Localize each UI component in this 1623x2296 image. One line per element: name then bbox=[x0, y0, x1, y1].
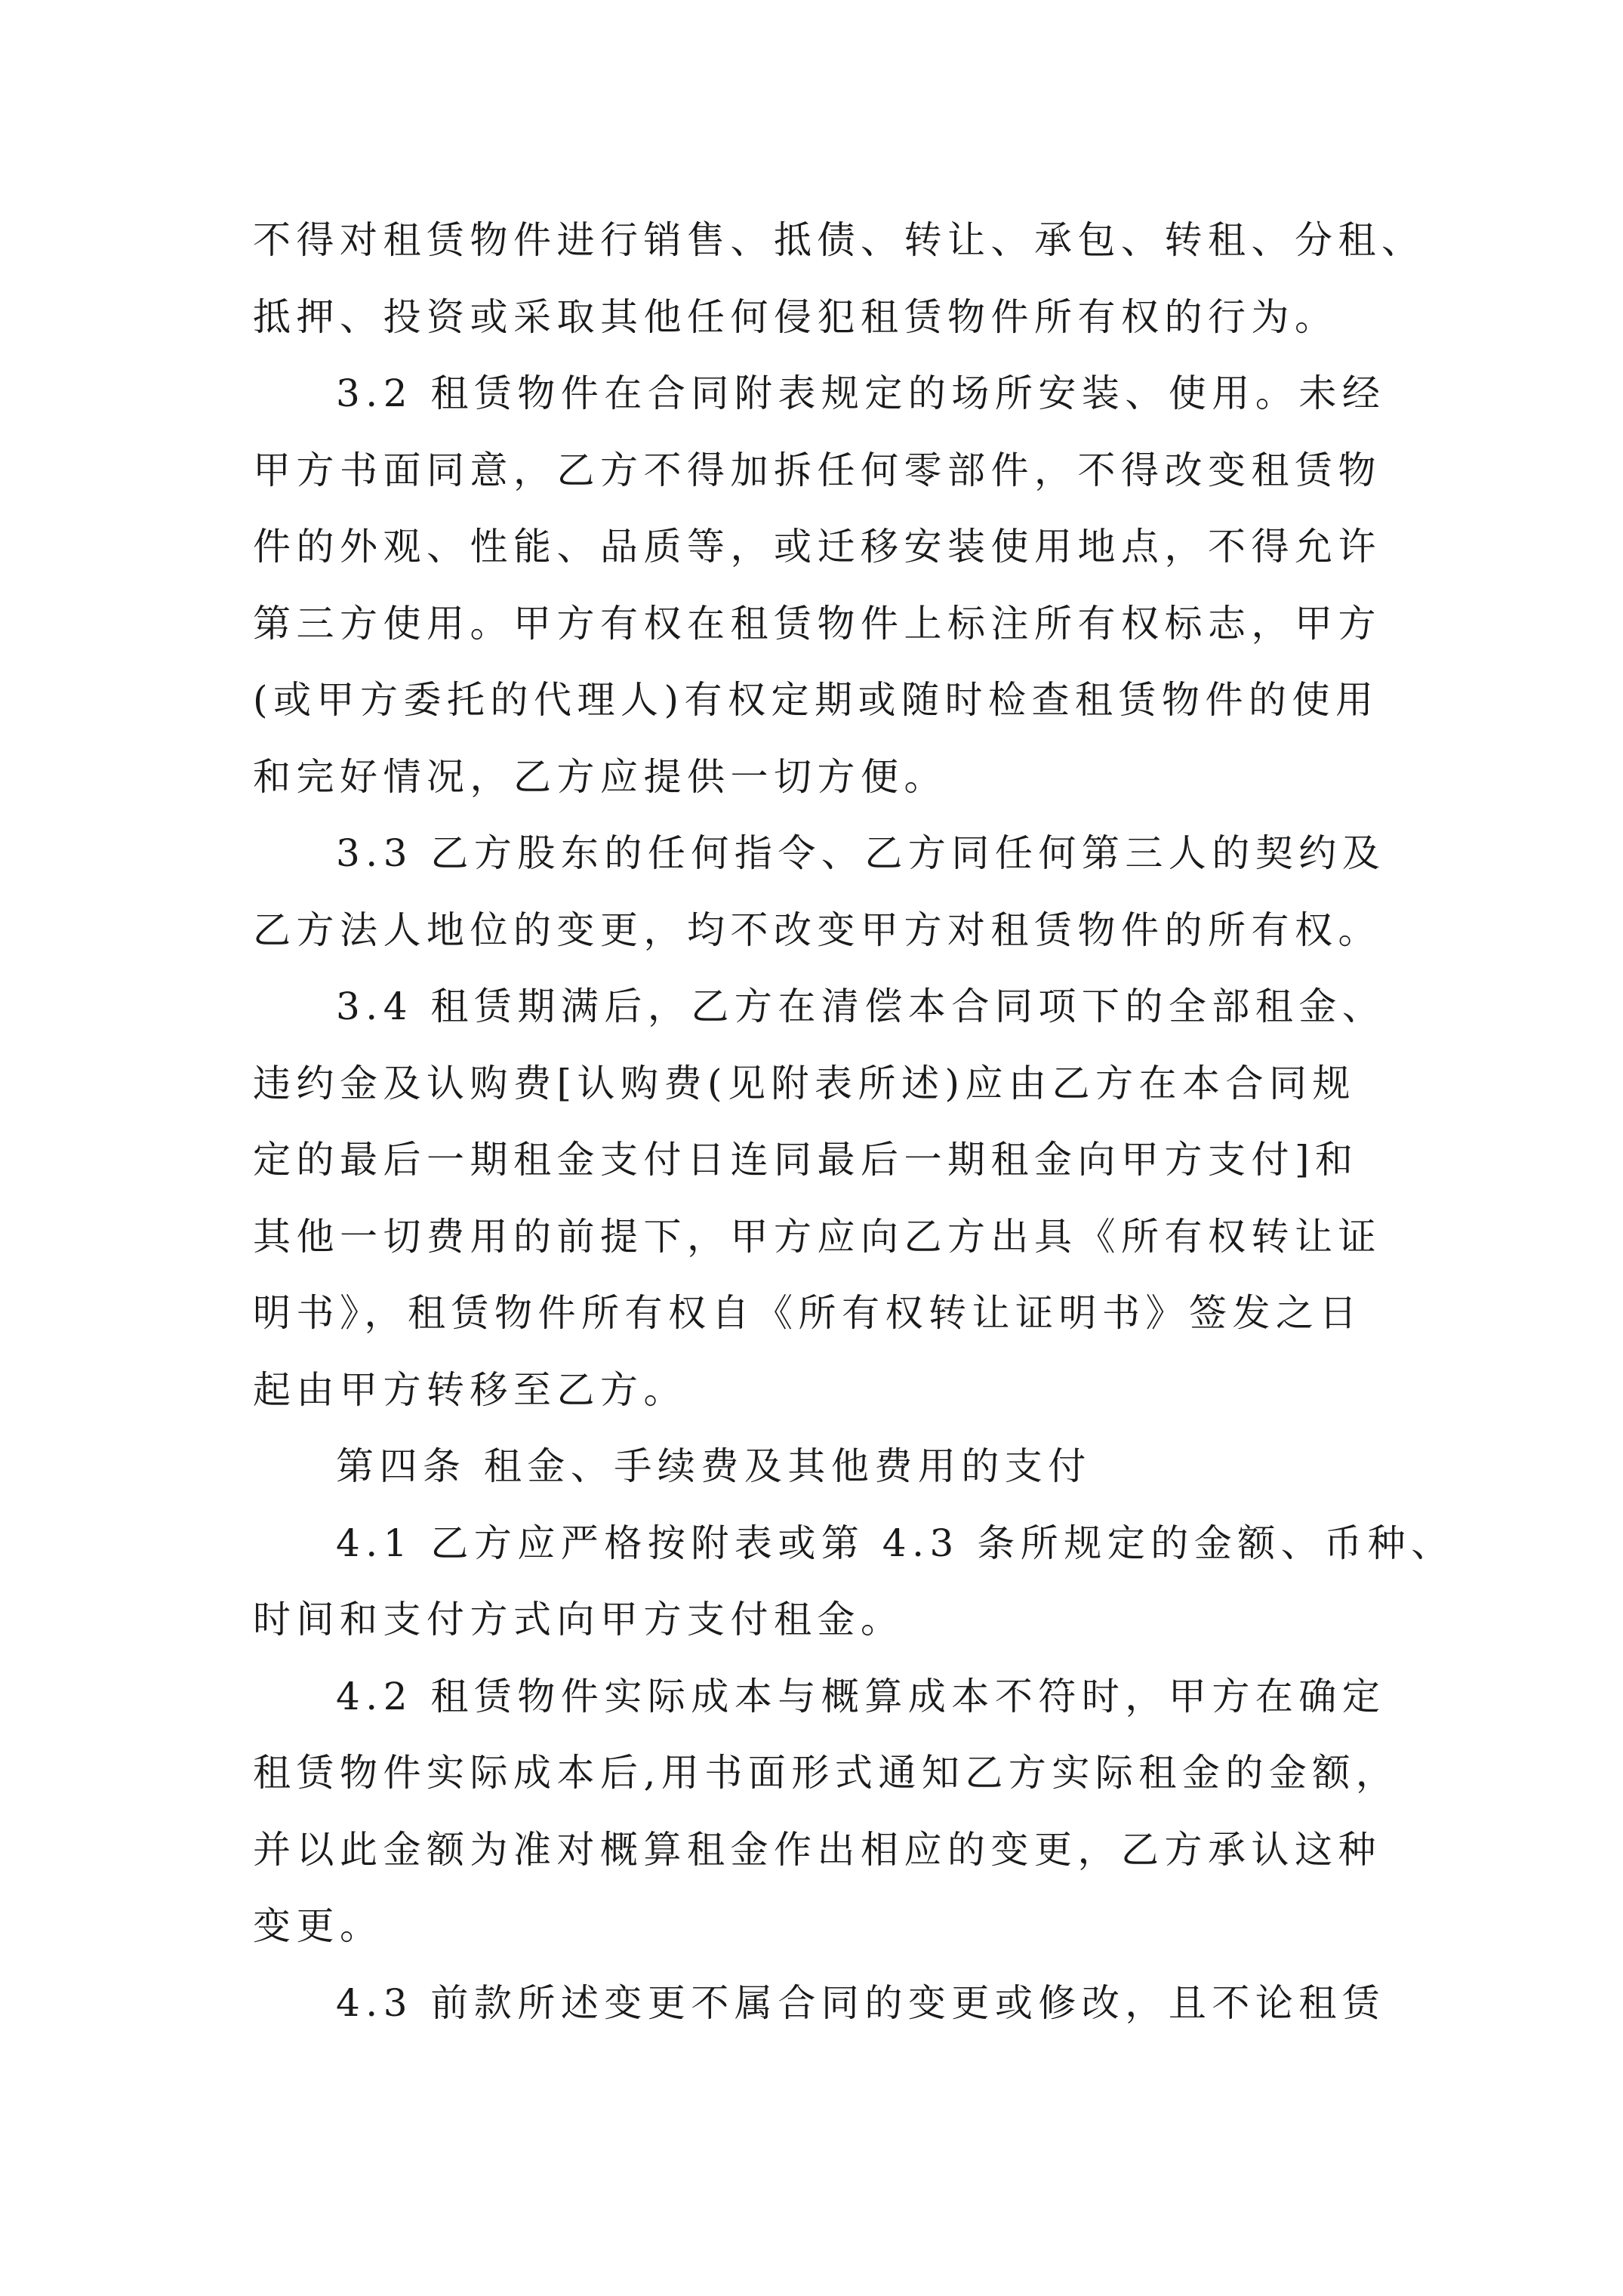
text-line: 并以此金额为准对概算租金作出相应的变更，乙方承认这种 bbox=[253, 1827, 1381, 1872]
text-line: 抵押、投资或采取其他任何侵犯租赁物件所有权的行为。 bbox=[253, 294, 1338, 339]
text-line: 时间和支付方式向甲方支付租金。 bbox=[253, 1598, 904, 1641]
text-line: 起由甲方转移至乙方。 bbox=[253, 1367, 687, 1412]
text-line: 不得对租赁物件进行销售、抵债、转让、承包、转租、分租、 bbox=[253, 218, 1425, 262]
clause-4-3-line: 4.3 前款所述变更不属合同的变更或修改，且不论租赁 bbox=[336, 1980, 1386, 2025]
contract-text-body bbox=[253, 202, 1455, 2042]
text-line: 定的最后一期租金支付日连同最后一期租金向甲方支付]和 bbox=[253, 1138, 1359, 1182]
text-line: 其他一切费用的前提下，甲方应向乙方出具《所有权转让证 bbox=[253, 1214, 1381, 1259]
clause-4-2-line: 4.2 租赁物件实际成本与概算成本不符时，甲方在确定 bbox=[336, 1674, 1386, 1718]
text-line: 第三方使用。甲方有权在租赁物件上标注所有权标志，甲方 bbox=[253, 601, 1381, 646]
text-line: (或甲方委托的代理人)有权定期或随时检查租赁物件的使用 bbox=[253, 678, 1379, 722]
text-line: 明书》，租赁物件所有权自《所有权转让证明书》签发之日 bbox=[253, 1291, 1363, 1335]
clause-3-4-line: 3.4 租赁期满后，乙方在清偿本合同项下的全部租金、 bbox=[336, 985, 1386, 1028]
clause-3-2-line: 3.2 租赁物件在合同附表规定的场所安装、使用。未经 bbox=[336, 371, 1386, 415]
text-line: 件的外观、性能、品质等，或迁移安装使用地点，不得允许 bbox=[253, 525, 1381, 569]
text-line: 违约金及认购费[认购费(见附表所述)应由乙方在本合同规 bbox=[253, 1061, 1357, 1105]
text-line: 租赁物件实际成本后,用书面形式通知乙方实际租金的金额， bbox=[253, 1751, 1400, 1795]
article-4-heading: 第四条 租金、手续费及其他费用的支付 bbox=[336, 1444, 1092, 1488]
text-line: 乙方法人地位的变更，均不改变甲方对租赁物件的所有权。 bbox=[253, 908, 1381, 952]
text-line: 和完好情况，乙方应提供一切方便。 bbox=[253, 754, 947, 799]
clause-4-1-line: 4.1 乙方应严格按附表或第 4.3 条所规定的金额、币种、 bbox=[336, 1521, 1455, 1565]
text-line: 甲方书面同意，乙方不得加拆任何零部件，不得改变租赁物 bbox=[253, 448, 1381, 492]
clause-3-3-line: 3.3 乙方股东的任何指令、乙方同任何第三人的契约及 bbox=[336, 831, 1386, 875]
text-line: 变更。 bbox=[253, 1904, 383, 1948]
